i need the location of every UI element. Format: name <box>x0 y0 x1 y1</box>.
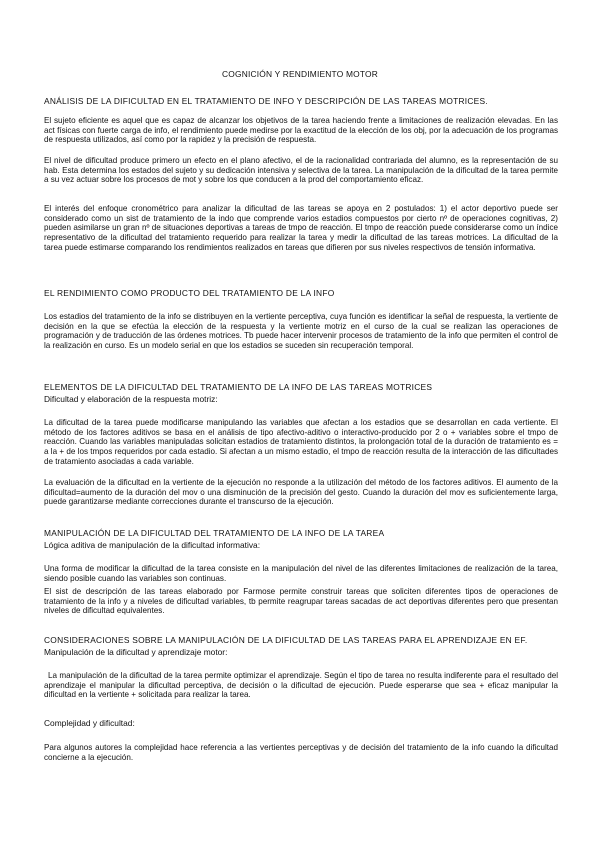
paragraph: La manipulación de la dificultad de la tarea permite optimizar el aprendizaje. Según el tipo de tarea no resulta indiferente para el resultado del aprendizaje el manipular la dificultad perceptiva, de decisión o la dificultad de ejecución. Puede esperarse que sea + eficaz manipular la dificultad en la vertiente + solicitada para realizar la tarea. <box>44 671 558 700</box>
section-heading-elementos: ELEMENTOS DE LA DIFICULTAD DEL TRATAMIENTO DE LA INFO DE LAS TAREAS MOTRICES <box>44 382 433 392</box>
section-heading-analisis: ANÁLISIS DE LA DIFICULTAD EN EL TRATAMIENTO DE INFO Y DESCRIPCIÓN DE LAS TAREAS MOTRICES. <box>44 96 488 106</box>
section-subheading: Complejidad y dificultad: <box>44 718 135 728</box>
document-title: COGNICIÓN Y RENDIMIENTO MOTOR <box>222 69 378 79</box>
section-heading-consideraciones: CONSIDERACIONES SOBRE LA MANIPULACIÓN DE LA DIFICULTAD DE LAS TAREAS PARA EL APRENDIZAJE EN EF. <box>44 635 528 645</box>
section-heading-rendimiento: EL RENDIMIENTO COMO PRODUCTO DEL TRATAMIENTO DE LA INFO <box>44 288 335 298</box>
paragraph: Los estadios del tratamiento de la info se distribuyen en la vertiente perceptiva, cuya función es identificar la señal de respuesta, la vertiente de decisión en la que se efectúa la elección de la respuesta y la vertiente motriz en el curso de la cual se realizan las operaciones de programación y de traducción de las órdenes motrices. Tb puede hacer intervenir procesos de tratamiento de la info que permiten el control de la realización en curso. Es un modelo serial en que los estadios se suceden sin recuperación temporal. <box>44 312 558 351</box>
section-subheading: Dificultad y elaboración de la respuesta motriz: <box>44 394 218 404</box>
section-subheading: Lógica aditiva de manipulación de la dificultad informativa: <box>44 540 261 550</box>
paragraph: Para algunos autores la complejidad hace referencia a las vertientes perceptivas y de decisión del tratamiento de la info cuando la dificultad concierne a la ejecución. <box>44 743 558 762</box>
paragraph: El sist de descripción de las tareas elaborado por Farmose permite construir tareas que soliciten diferentes tipos de operaciones de tratamiento de la info y a niveles de dificultad variables, tb permite reagrupar tareas sacadas de act deportivas diferentes pero que presentan niveles de dificultad equivalentes. <box>44 587 558 616</box>
section-heading-manipulacion: MANIPULACIÓN DE LA DIFICULTAD DEL TRATAMIENTO DE LA INFO DE LA TAREA <box>44 528 385 538</box>
paragraph: La dificultad de la tarea puede modificarse manipulando las variables que afectan a los estadios que se desarrollan en cada vertiente. El método de los factores aditivos se basa en el análisis de tipo afectivo-aditivo o interactivo-producido por 2 o + variables sobre el tmpo de reacción. Cuando las variables manipuladas solicitan estadios de tratamiento distintos, la prolongación total de la duración de tratamiento es = a la + de los tmpos requeridos por cada estadio. Si afectan a un mismo estadio, el tmpo de reacción resulta de la interacción de las dificultades de tratamiento asociadas a cada variable. <box>44 418 558 466</box>
paragraph: El nivel de dificultad produce primero un efecto en el plano afectivo, el de la racionalidad contrariada del alumno, es la representación de su hab. Esta determina los estados del sujeto y su dedicación intensiva y selectiva de la tarea. La manipulación de la dificultad de la tarea permite a su vez actuar sobre los procesos de mot y sobre los que conducen a la prod del comportamiento eficaz. <box>44 156 558 185</box>
paragraph: La evaluación de la dificultad en la vertiente de la ejecución no responde a la utilización del método de los factores aditivos. El aumento de la dificultad=aumento de la duración del mov o una disminución de la precisión del gesto. Cuando la duración del mov es suficientemente larga, puede garantizarse mediante correcciones durante el transcurso de la ejecución. <box>44 478 558 507</box>
paragraph: El sujeto eficiente es aquel que es capaz de alcanzar los objetivos de la tarea haciendo frente a limitaciones de realización elevadas. En las act físicas con fuerte carga de info, el rendimiento puede medirse por la exactitud de la elección de los obj, por la adecuación de los programas de respuesta utilizados, así como por la rapidez y la precisión de respuesta. <box>44 116 558 145</box>
paragraph: Una forma de modificar la dificultad de la tarea consiste en la manipulación del nivel de las diferentes limitaciones de realización de la tarea, siendo posible cuando las variables son continuas. <box>44 564 558 583</box>
paragraph: El interés del enfoque cronométrico para analizar la dificultad de las tareas se apoya en 2 postulados: 1) el actor deportivo puede ser considerado como un sist de tratamiento de la indo que comprende varios estadios compuestos por cierto nº de operaciones cognitivas, 2) pueden asimilarse un gran nº de situaciones deportivas a tareas de tmpo de reacción. El tmpo de reacción puede considerarse como un índice representativo de la dificultad del tratamiento requerido para realizar la tarea y medir la dificultad de las tareas motrices. La dificultad de la tarea puede estimarse comparando los rendimientos realizados en tareas que difieren por sus niveles respectivos de tensión informativa. <box>44 204 558 252</box>
section-subheading: Manipulación de la dificultad y aprendizaje motor: <box>44 647 228 657</box>
